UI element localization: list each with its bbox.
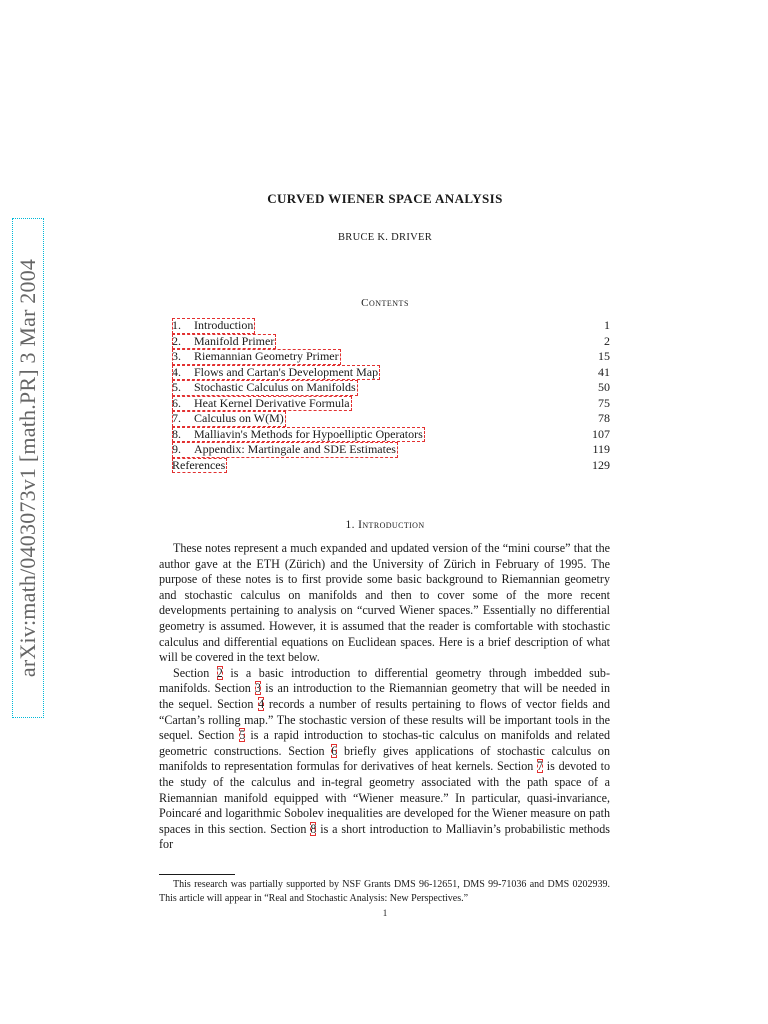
section-reference-link[interactable]: 4 [258, 696, 265, 711]
toc-entry-page: 41 [598, 364, 610, 379]
paragraph-text: briefly gives applications of stochastic calculus on manifolds to representation formulas for derivatives of heat kernels. Section [159, 743, 610, 774]
footnote-text: This research was partially supported by NSF Grants DMS 96-12651, DMS 99-71036 and DMS 0202939. This article will appear in “Real and Stochastic Analysis: New Perspectives.” [159, 879, 610, 904]
toc-entry-page: 107 [592, 426, 610, 441]
toc-entry-number: 7. [172, 411, 181, 425]
table-of-contents [172, 318, 610, 473]
toc-entry-title: Stochastic Calculus on Manifolds [194, 380, 356, 394]
toc-entry-link[interactable] [172, 411, 286, 427]
toc-entry-link[interactable] [172, 396, 352, 412]
paper-author: BRUCE K. DRIVER [337, 232, 433, 243]
toc-entry-page: 75 [598, 395, 610, 410]
toc-entry-link[interactable] [172, 365, 380, 381]
paragraph-text: is an introduction to the Riemannian geometry that will be needed in the sequel. Section [159, 681, 610, 711]
section-reference-link[interactable]: 2 [216, 665, 223, 680]
toc-entry-number: 6. [172, 395, 181, 410]
toc-entry [172, 427, 610, 443]
toc-entry-page: 119 [592, 442, 610, 456]
body-text [159, 541, 610, 853]
section-reference-link[interactable]: 6 [331, 743, 338, 758]
toc-entry [172, 349, 610, 365]
section-reference-link[interactable]: 5 [239, 728, 246, 743]
footnote-rule [159, 874, 235, 875]
paragraph-text: records a number of results pertaining to flows of vector fields and “Cartan’s rolling map.” The stochastic version of these results will be important tools in the sequel. Section [159, 696, 611, 743]
toc-entry-title: Heat Kernel Derivative Formula [194, 395, 350, 410]
toc-entry-title: Riemannian Geometry Primer [194, 349, 339, 363]
toc-entry-number: 2. [172, 333, 181, 348]
toc-entry-title: Flows and Cartan's Development Map [194, 364, 379, 379]
paragraph-text: is a rapid introduction to stochas-tic calculus on manifolds and related geometric constructions. Section [159, 728, 610, 758]
paragraph-1: These notes represent a much expanded and updated version of the “mini course” that the author gave at the ETH (Zürich) and the University of Zürich in February of 1995. The purpose of these notes is to first provide some basic background to Riemannian geometry and stochastic calculus on manifolds and then to cover some of the more recent developments pertaining to analysis on “curved Wiener spaces.” Essentially no differential geometry is assumed. However, it is assumed that the reader is comfortable with stochastic calculus and differential equations on Euclidean spaces. Here is a brief description of what will be covered in the text below. [159, 541, 610, 665]
toc-entry [172, 334, 610, 350]
toc-entry-page: 2 [604, 333, 610, 348]
paper-title: CURVED WIENER SPACE ANALYSIS [267, 191, 503, 206]
toc-entry-link[interactable] [172, 442, 398, 458]
toc-entry [172, 458, 610, 474]
toc-entry-number: 4. [172, 364, 181, 379]
toc-entry-title: Malliavin's Methods for Hypoelliptic Operators [194, 426, 423, 441]
toc-entry-title: Manifold Primer [194, 333, 275, 348]
toc-entry-page: 78 [598, 411, 610, 425]
paragraph-text: is a basic introduction to differential geometry through imbedded sub-manifolds. Section [159, 665, 610, 696]
paragraph-text: is devoted to the study of the calculus and in-tegral geometry associated with the path space of a Riemannian manifold equipped with “Wiener measure.” In particular, quasi-invariance, Poincaré and logarithmic Sobolev inequalities are developed for the Wiener measure on path spaces in this section. Section [159, 759, 611, 836]
toc-entry-number: 1. [172, 318, 181, 332]
footnote [159, 878, 610, 906]
toc-entry-link[interactable] [172, 318, 255, 334]
toc-entry-number: 8. [172, 426, 181, 441]
toc-entry [172, 318, 610, 334]
toc-entry-number: 3. [172, 349, 181, 363]
toc-entry-link[interactable] [172, 458, 227, 474]
toc-entry-link[interactable] [172, 380, 358, 396]
toc-entry-page: 1 [604, 318, 610, 332]
toc-entry-link[interactable] [172, 334, 276, 350]
page-number: 1 [382, 908, 388, 918]
section-heading: 1. Introduction [345, 519, 425, 531]
paragraph-text: is a short introduction to Malliavin’s probabilistic methods for [159, 821, 610, 852]
toc-entry-link[interactable] [172, 349, 341, 365]
toc-entry-page: 129 [592, 457, 610, 472]
toc-entry-page: 15 [598, 349, 610, 363]
arxiv-identifier-stamp[interactable] [12, 218, 44, 718]
toc-entry-title: Introduction [194, 318, 254, 332]
section-reference-link[interactable]: 3 [255, 681, 262, 696]
toc-entry-title: Calculus on W(M) [194, 411, 284, 425]
section-reference-link[interactable]: 7 [537, 759, 544, 774]
paragraph-2 [159, 666, 610, 853]
toc-entry-title: References [172, 457, 226, 472]
toc-entry-number: 5. [172, 380, 181, 394]
toc-entry-number: 9. [172, 442, 181, 456]
arxiv-identifier-text: arXiv:math/0403073v1 [math.PR] 3 Mar 2004 [15, 258, 40, 678]
toc-entry-title: Appendix: Martingale and SDE Estimates [194, 442, 396, 456]
contents-heading: Contents [361, 297, 409, 309]
paragraph-text: Section [173, 665, 217, 680]
section-reference-link[interactable]: 8 [310, 821, 317, 836]
toc-entry [172, 442, 610, 458]
toc-entry [172, 365, 610, 381]
toc-entry [172, 411, 610, 427]
toc-entry-page: 50 [598, 380, 610, 394]
toc-entry [172, 380, 610, 396]
toc-entry [172, 396, 610, 412]
toc-entry-link[interactable] [172, 427, 425, 443]
